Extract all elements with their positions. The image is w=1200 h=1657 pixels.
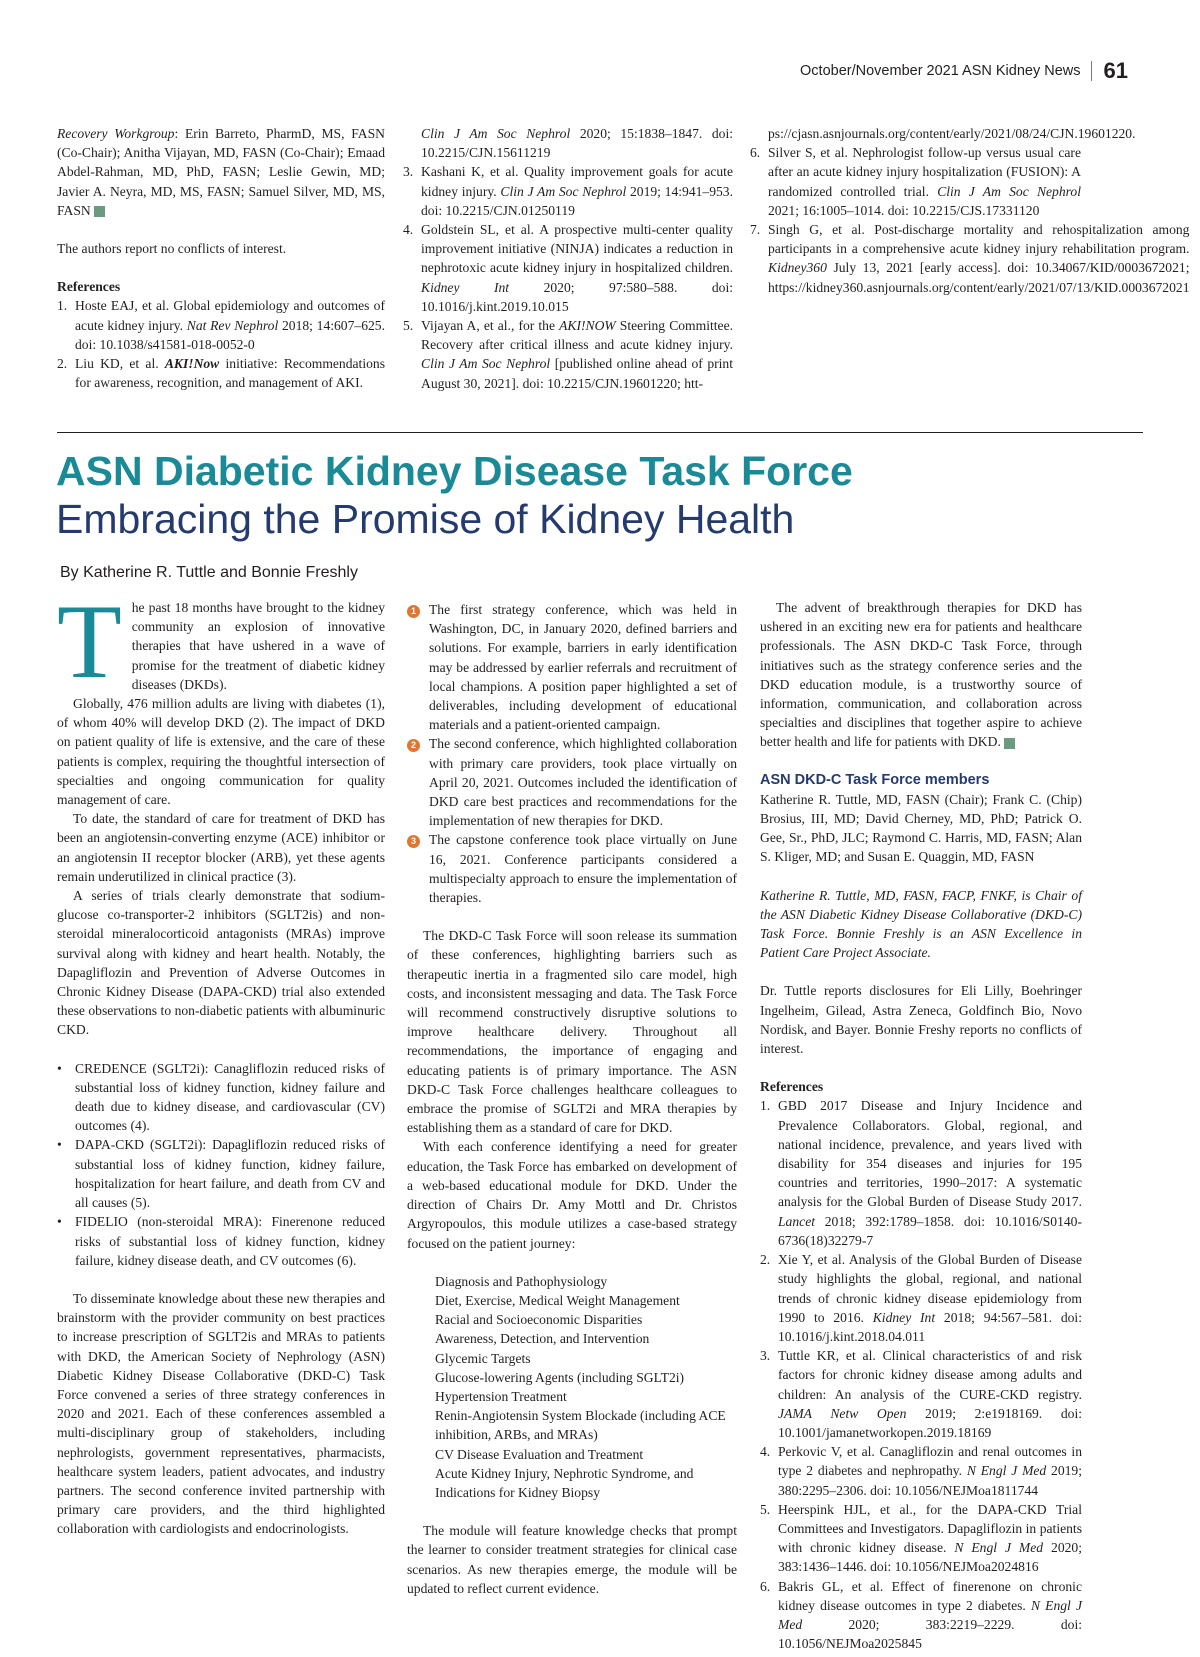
article-title: ASN Diabetic Kidney Disease Task Force — [56, 448, 853, 494]
top-column-2 — [403, 124, 733, 393]
top-column-3 — [750, 124, 1190, 297]
trial-item: • DAPA-CKD (SGLT2i): Dapagliflozin reduced risks of substantial loss of kidney function, kidney failure, hospitalization for heart failure, and death from CV and all causes (5). — [57, 1137, 385, 1211]
references-heading: References — [57, 279, 121, 295]
reference-item: 5. Heerspink HJL, et al., for the DAPA-CKD Trial Committees and Investigators. Dapagliflozin in patients with chronic kidney disease. N Engl J Med 2020; 383:1436–1446. doi: 10.1056/NEJMoa2024816 — [760, 1501, 1082, 1575]
article-column-1 — [57, 583, 385, 1539]
author-bio: Katherine R. Tuttle, MD, FASN, FACP, FNKF, is Chair of the ASN Diabetic Kidney Disease Collaborative (DKD-C) Task Force. Bonnie Freshly is an ASN Excellence in Patient Care Project Associate. — [760, 887, 1082, 961]
reference-item: 2. Xie Y, et al. Analysis of the Global Burden of Disease study highlights the global, regional, and national trends of chronic kidney disease epidemiology from 1990 to 2016. Kidney Int 2018; 94:567–581. doi: 10.1016/j.kint.2018.04.011 — [760, 1252, 1082, 1344]
members-heading: ASN DKD-C Task Force members — [760, 771, 990, 788]
drop-cap: T — [57, 583, 122, 700]
article-column-2 — [407, 600, 737, 1598]
references-heading: References — [760, 1079, 824, 1095]
topic-item: Acute Kidney Injury, Nephrotic Syndrome, and Indications for Kidney Biopsy — [435, 1465, 694, 1500]
number-badge-icon: 1 — [407, 605, 420, 618]
body-paragraph: With each conference identifying a need for greater education, the Task Force has embarked on development of a web-based educational module for DKD. Under the direction of Chairs Dr. Amy Mottl and Dr. Christos Argyropoulos, this module utilizes a case-based strategy focused on the patient journey: — [407, 1139, 737, 1251]
trial-item: • CREDENCE (SGLT2i): Canagliflozin reduced risks of substantial loss of kidney function, kidney failure and death due to kidney disease, and cardiovascular (CV) outcomes (4). — [57, 1060, 385, 1134]
reference-item: 4. Perkovic V, et al. Canagliflozin and renal outcomes in type 2 diabetes and nephropathy. N Engl J Med 2019; 380:2295–2306. doi: 10.1056/NEJMoa1811744 — [760, 1444, 1083, 1498]
topic-item: Racial and Socioeconomic Disparities — [435, 1312, 643, 1328]
reference-list — [750, 124, 1190, 297]
running-header — [800, 58, 1128, 84]
body-paragraph: The DKD-C Task Force will soon release its summation of these conferences, highlighting barriers such as therapeutic inertia in a fragmented silo care model, high costs, and inconsistent messaging and data. The Task Force will recommend constructively disruptive solutions to improve healthcare delivery. Throughout all recommendations, the importance of engaging and educating patients is of primary importance. The ASN DKD-C Task Force challenges healthcare colleagues to embrace the promise of SGLT2i and MRA therapies by establishing them as a standard of care for DKD. — [407, 928, 737, 1136]
workgroup-credits: Recovery Workgroup: Erin Barreto, PharmD, MS, FASN (Co-Chair); Anitha Vijayan, MD, FASN (Co-Chair); Emaad Abdel-Rahman, MD, PhD, FASN; Leslie Gewin, MD; Javier A. Neyra, MD, MS, FASN; Samuel Silver, MD, MS, FASN — [57, 126, 385, 218]
conflict-statement: The authors report no conflicts of interest. — [57, 241, 287, 257]
body-paragraph: The advent of breakthrough therapies for DKD has ushered in an exciting new era for patients and healthcare professionals. The ASN DKD-C Task Force, through initiatives such as the strategy conference series and the DKD education module, is a trustworthy source of information, communication, and collaboration across specialties and disciplines that together aspire to achieve better health and life for patients with DKD. — [760, 600, 1082, 750]
topic-item: Glucose-lowering Agents (including SGLT2i) — [435, 1369, 685, 1385]
body-paragraph: To disseminate knowledge about these new therapies and brainstorm with the provider community on best practices to increase prescription of SGLT2is and MRAs to patients with DKD, the American Society of Nephrology (ASN) Diabetic Kidney Disease Collaborative (DKD-C) Task Force convened a series of three strategy conferences in 2020 and 2021. Each of these conferences assembled a multi-disciplinary group of stakeholders, including nephrologists, government representatives, pharmacists, healthcare system leaders, patient advocates, and industry partners. The second conference invited partnership with primary care providers, and the third highlighted collaboration with cardiologists and endocrinologists. — [57, 1290, 385, 1537]
topic-item: Diagnosis and Pathophysiology — [435, 1273, 608, 1289]
topic-item: CV Disease Evaluation and Treatment — [435, 1446, 644, 1462]
trial-list — [57, 1059, 385, 1270]
reference-item: 1. Hoste EAJ, et al. Global epidemiology and outcomes of acute kidney injury. Nat Rev Nephrol 2018; 14:607–625. doi: 10.1038/s41581-018-0052-0 — [57, 298, 385, 352]
reference-item: 5. Vijayan A, et al., for the AKI!NOW Steering Committee. Recovery after critical illness and acute kidney injury. Clin J Am Soc Nephrol [published online ahead of print August 30, 2021]. doi: 10.2215/CJN.19601220; htt- — [403, 318, 733, 391]
topic-item: Diet, Exercise, Medical Weight Management — [435, 1292, 680, 1308]
article-subtitle: Embracing the Promise of Kidney Health — [56, 496, 795, 542]
conference-item: 3 The capstone conference took place virtually on June 16, 2021. Conference participants considered a multispecialty approach to ensure the implementation of therapies. — [407, 830, 737, 907]
body-paragraph: Globally, 476 million adults are living with diabetes (1), of whom 40% will develop DKD (2). The impact of DKD on patient quality of life is extensive, and the care of these patients is complex, requiring the thoughtful intersection of specialties and ongoing communication for quality management of care. — [57, 696, 385, 808]
header-divider — [1091, 61, 1092, 81]
reference-list — [760, 1096, 1082, 1653]
article-column-3 — [760, 598, 1082, 1653]
issue-label: October/November 2021 ASN Kidney News — [800, 63, 1081, 79]
section-divider — [57, 432, 1143, 433]
members-list: Katherine R. Tuttle, MD, FASN (Chair); Frank C. (Chip) Brosius, III, MD; David Cherney, MD, PhD; Patrick O. Gee, Sr., PhD, JLC; Raymond C. Harris, MD, FASN; Alan S. Kliger, MD; and Susan E. Quaggin, MD, FASN — [760, 791, 1082, 865]
page-number: 61 — [1103, 58, 1128, 83]
reference-item: 3. Kashani K, et al. Quality improvement goals for acute kidney injury. Clin J Am Soc Nephrol 2019; 14:941–953. doi: 10.2215/CJN.01250119 — [403, 164, 733, 218]
body-paragraph: The module will feature knowledge checks that prompt the learner to consider treatment strategies for clinical case scenarios. As new therapies emerge, the module will be updated to reflect current evidence. — [407, 1523, 737, 1596]
trial-item: • FIDELIO (non-steroidal MRA): Finerenone reduced risks of substantial loss of kidney function, kidney failure, kidney disease death, and CV outcomes (6). — [57, 1214, 385, 1268]
reference-item-continued: Clin J Am Soc Nephrol 2020; 15:1838–1847. doi: 10.2215/CJN.15611219 — [421, 126, 734, 161]
byline: By Katherine R. Tuttle and Bonnie Freshly — [60, 564, 358, 581]
end-mark-icon — [94, 206, 105, 217]
reference-item-continued: ps://cjasn.asnjournals.org/content/early/2021/08/24/CJN.19601220. — [768, 126, 1136, 141]
reference-item: 2. Liu KD, et al. AKI!Now initiative: Recommendations for awareness, recognition, and management of AKI. — [57, 356, 385, 391]
topic-item: Awareness, Detection, and Intervention — [435, 1331, 650, 1347]
reference-item: 4. Goldstein SL, et al. A prospective multi-center quality improvement initiative (NINJA) indicates a reduction in nephrotoxic acute kidney injury in hospitalized children. Kidney Int 2020; 97:580–588. doi: 10.1016/j.kint.2019.10.015 — [403, 222, 733, 314]
topic-item: Hypertension Treatment — [435, 1388, 567, 1404]
conference-item: 1 The first strategy conference, which was held in Washington, DC, in January 2020, defined barriers and solutions. For example, barriers in early identification may be addressed by earlier referrals and recruitment of local champions. A position paper highlighted a set of deliverables, including development of educational materials and a patient-oriented campaign. — [407, 600, 737, 734]
reference-item: 6. Bakris GL, et al. Effect of finerenone on chronic kidney disease outcomes in type 2 diabetes. N Engl J Med 2020; 383:2219–2229. doi: 10.1056/NEJMoa2025845 — [760, 1578, 1082, 1652]
reference-item: 1. GBD 2017 Disease and Injury Incidence and Prevalence Collaborators. Global, regional, and national incidence, prevalence, and years lived with disability for 354 diseases and injuries for 195 countries and territories, 1990–2017: A systematic analysis for the Global Burden of Disease Study 2017. Lancet 2018; 392:1789–1858. doi: 10.1016/S0140-6736(18)32279-7 — [760, 1098, 1082, 1248]
topic-item: Renin-Angiotensin System Blockade (including ACE inhibition, ARBs, and MRAs) — [435, 1408, 726, 1443]
top-column-1 — [57, 124, 385, 392]
module-topic-list — [407, 1272, 737, 1502]
reference-item: 3. Tuttle KR, et al. Clinical characteristics of and risk factors for chronic kidney disease among adults and children: An analysis of the CURE-CKD registry. JAMA Netw Open 2019; 2:e1918169. doi: 10.1001/jamanetworkopen.2019.18169 — [760, 1348, 1082, 1440]
body-paragraph: A series of trials clearly demonstrate that sodium-glucose co-transporter-2 inhibitors (SGLT2is) and non-steroidal mineralocorticoid antagonists (MRAs) improve survival along with kidney and heart health. Notably, the Dapagliflozin and Prevention of Adverse Outcomes in Chronic Kidney Disease (DAPA-CKD) trial also extended these observations to non-diabetic patients with albuminuric CKD. — [57, 888, 385, 1038]
body-paragraph: To date, the standard of care for treatment of DKD has been an angiotensin-converting enzyme (ACE) inhibitor or an angiotensin II receptor blocker (ARB), yet these agents remain underutilized in clinical practice (3). — [57, 811, 385, 884]
lead-paragraph: The past 18 months have brought to the kidney community an explosion of innovative therapies that have ushered in a wave of promise for the treatment of diabetic kidney diseases (DKDs). — [57, 583, 385, 700]
reference-item: 7. Singh G, et al. Post-discharge mortality and rehospitalization among participants in a comprehensive acute kidney injury rehabilitation program. Kidney360 July 13, 2021 [early access]. doi: 10.34067/KID/0003672021; https://kidney360.asnjournals.org/content/early/2021/07/13/KID.0003672021 — [750, 222, 1190, 295]
number-badge-icon: 3 — [407, 835, 420, 848]
reference-list — [57, 296, 385, 392]
topic-item: Glycemic Targets — [435, 1350, 531, 1366]
end-mark-icon — [1004, 738, 1015, 749]
disclosure-statement: Dr. Tuttle reports disclosures for Eli Lilly, Boehringer Ingelheim, Gilead, Astra Zeneca, Goldfinch Bio, Novo Nordisk, and Bayer. Bonnie Freshy reports no conflicts of interest. — [760, 983, 1082, 1057]
reference-item: 6. Silver S, et al. Nephrologist follow-up versus usual care after an acute kidney injury hospitalization (FUSION): A randomized controlled trial. Clin J Am Soc Nephrol 2021; 16:1005–1014. doi: 10.2215/CJS.17331120 — [750, 145, 1082, 218]
number-badge-icon: 2 — [407, 739, 420, 752]
reference-list — [403, 124, 733, 393]
conference-item: 2 The second conference, which highlighted collaboration with primary care providers, took place virtually on April 20, 2021. Outcomes included the identification of DKD care best practices and recommendations for the implementation of new therapies for DKD. — [407, 734, 737, 830]
